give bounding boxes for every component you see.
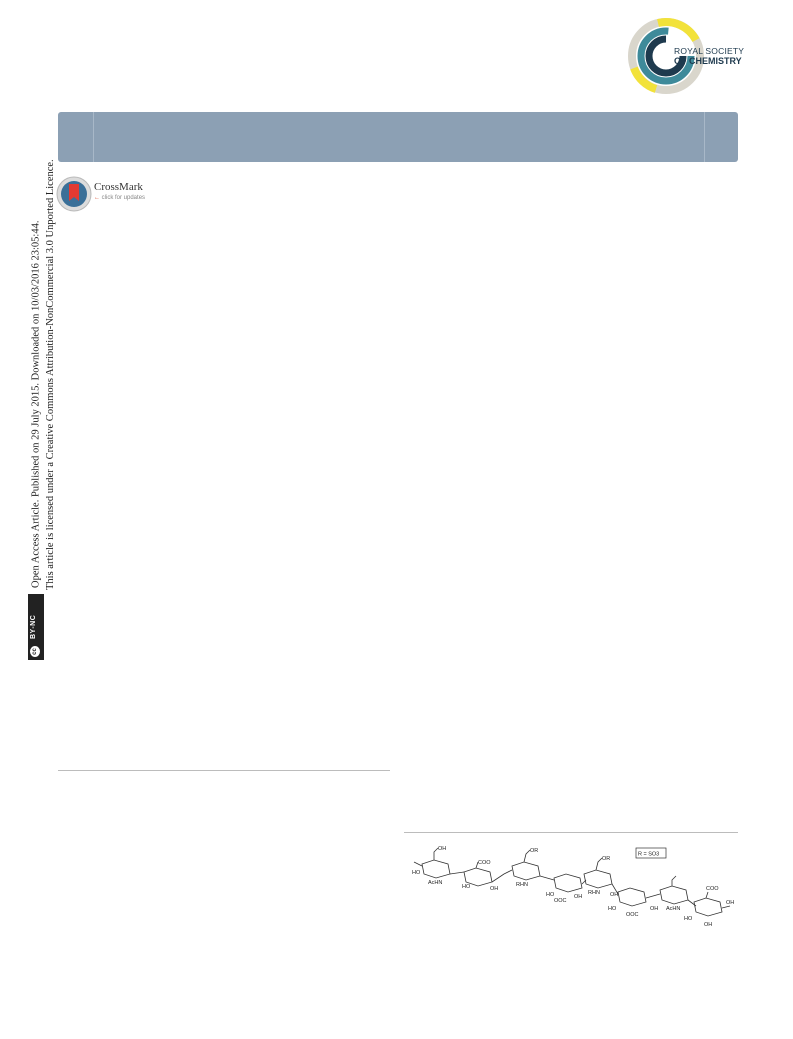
publisher-name bbox=[674, 46, 744, 66]
license-statement[interactable]: This article is licensed under a Creative Commons Attribution-NonCommercial 3.0 Unported Licence. bbox=[45, 159, 56, 590]
figure-label: OH bbox=[438, 846, 447, 852]
cc-icon: cc bbox=[29, 645, 41, 658]
figure-label: OOC bbox=[626, 912, 639, 918]
journal-banner bbox=[58, 112, 738, 162]
figure-label: COO bbox=[478, 860, 491, 866]
banner-inner bbox=[93, 112, 705, 162]
figure-label: OH bbox=[704, 922, 713, 928]
publisher-name-line1: ROYAL SOCIETY bbox=[674, 46, 745, 56]
figure-label: OH bbox=[726, 900, 735, 906]
license-line-1 bbox=[28, 120, 44, 660]
license-text-block bbox=[28, 120, 58, 660]
figure-label: HO bbox=[608, 906, 617, 912]
arrow-left-icon: ← bbox=[94, 195, 100, 201]
cc-license-icon[interactable] bbox=[28, 594, 44, 660]
oligosaccharide-structure-figure bbox=[404, 840, 738, 932]
figure-label: HO bbox=[546, 892, 555, 898]
figure-label: OH bbox=[610, 892, 619, 898]
figure-label: AcHN bbox=[666, 906, 681, 912]
figure-label: OH bbox=[650, 906, 659, 912]
figure-label: RHN bbox=[588, 890, 600, 896]
open-access-text: Open Access Article. Published on 29 July 2015. Downloaded on 10/03/2016 23:05:44. bbox=[30, 220, 42, 588]
crossmark-icon bbox=[56, 176, 92, 212]
figure-label: AcHN bbox=[428, 880, 443, 886]
figure-label: HO bbox=[412, 870, 421, 876]
figure-label: OOC bbox=[554, 898, 567, 904]
crossmark-subtitle-text: click for updates bbox=[101, 195, 146, 201]
figure-label: OR bbox=[602, 856, 611, 862]
license-sidebar bbox=[0, 0, 58, 1039]
crossmark-subtitle bbox=[94, 195, 145, 201]
figure-label: RHN bbox=[516, 882, 528, 888]
figure-label: OH bbox=[574, 894, 583, 900]
license-badge: BY-NC bbox=[30, 614, 37, 639]
publisher-name-line2: OF CHEMISTRY bbox=[674, 56, 742, 66]
figure-label: COO bbox=[706, 886, 719, 892]
figure-label: OR bbox=[530, 848, 539, 854]
figure-label: OH bbox=[490, 886, 499, 892]
crossmark-button[interactable] bbox=[56, 176, 176, 212]
figure-divider bbox=[404, 832, 738, 833]
figure-label: HO bbox=[684, 916, 693, 922]
figure-annotation: R = SO3 bbox=[638, 851, 660, 858]
footnote-divider bbox=[58, 770, 390, 771]
figure-label: HO bbox=[462, 884, 471, 890]
crossmark-title: CrossMark bbox=[94, 181, 143, 193]
